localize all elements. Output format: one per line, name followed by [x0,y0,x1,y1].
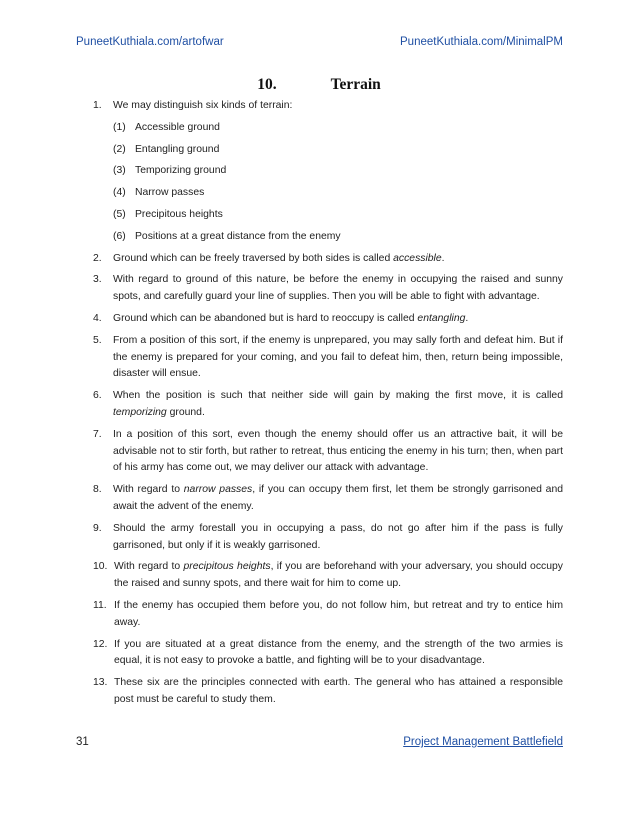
sub-text: Entangling ground [135,143,220,155]
list-number: 4. [93,312,102,324]
list-emphasis: precipitous heights [183,561,271,573]
list-text-end: , if you are beforehand with your adversary, you should occupy the raised and sunny spots, and there wait for him to come up. [114,561,563,590]
list-number: 2. [93,252,102,264]
list-text: With regard to [113,484,184,496]
list-number: 6. [93,390,102,402]
list-text-end: , if you can occupy them first, let them be strongly garrisoned and await the advent of the enemy. [113,484,563,512]
list-text-end: ground. [166,406,205,418]
list-item [93,559,563,593]
sub-list-item [113,163,563,180]
list-emphasis: accessible [393,252,442,264]
list-emphasis: temporizing [113,406,167,418]
sub-text: Positions at a great distance from the enemy [135,230,341,242]
sub-number: (1) [113,121,126,133]
list-item [93,637,563,671]
list-item [93,388,563,422]
chapter-number: 10. [257,76,277,93]
sub-text: Precipitous heights [135,208,223,220]
list-item [93,675,563,709]
list-text: If you are situated at a great distance from the enemy, and the strength of the two armies is equal, it is not easy to provoke a battle, and fighting will be to your disadvantage. [114,638,563,667]
list-number: 1. [93,100,102,111]
header-left-link[interactable]: PuneetKuthiala.com/artofwar [76,36,224,48]
list-number: 12. [93,638,108,650]
list-number: 9. [93,522,102,534]
list-item [93,427,563,477]
footer-link[interactable]: Project Management Battlefield [403,736,563,748]
list-item [93,598,563,632]
list-item [93,98,563,115]
page-number: 31 [76,736,89,748]
list-number: 13. [93,677,108,689]
list-item [93,521,563,555]
list-text: We may distinguish six kinds of terrain: [113,100,293,111]
chapter-title [0,76,638,94]
list-text: With regard to ground of this nature, be before the enemy in occupying the raised and sunny spots, and carefully guard your line of supplies. Then you will be able to fight with advantage. [113,274,563,303]
list-number: 10. [93,561,108,573]
list-number: 11. [93,599,107,611]
list-item [93,251,563,268]
sub-list-item [113,229,563,246]
list-text: Ground which can be freely traversed by both sides is called [113,252,394,264]
list-item [93,333,563,383]
sub-list-item [113,185,563,202]
list-text: These six are the principles connected with earth. The general who has attained a responsible post must be careful to study them. [114,677,563,705]
list-text: From a position of this sort, if the enemy is unprepared, you may sally forth and defeat him. But if the enemy is prepared for your coming, and you fail to defeat him, then, return being impossible, disaster will ensue. [113,334,563,380]
list-number: 7. [93,428,102,440]
sub-number: (5) [113,208,126,220]
list-text-end: . [465,312,469,324]
sub-number: (6) [113,230,126,242]
sub-number: (3) [113,165,126,177]
list-text: Should the army forestall you in occupying a pass, do not go after him if the pass is fully garrisoned, but only if it is weakly garrisoned. [113,522,563,551]
sub-list-item [113,142,563,159]
sub-text: Narrow passes [135,187,205,199]
sub-number: (2) [113,143,126,155]
list-item [93,482,563,516]
header-right-link[interactable]: PuneetKuthiala.com/MinimalPM [400,36,563,48]
list-number: 3. [93,274,102,286]
list-number: 8. [93,484,102,496]
list-text: If the enemy has occupied them before you, do not follow him, but retreat and try to entice him away. [114,599,563,628]
sub-number: (4) [113,187,126,199]
list-text: With regard to [114,561,184,573]
chapter-heading: Terrain [330,76,381,93]
list-text: In a position of this sort, even though the enemy should offer us an attractive bait, it will be advisable not to stir forth, but rather to retreat, thus enticing the enemy in his turn; then, when part of his army has come out, we may deliver our attack with advantage. [113,428,563,474]
sub-list-item [113,120,563,137]
list-item [93,311,563,328]
terrain-list [93,98,563,714]
list-item [93,272,563,306]
sub-text: Accessible ground [135,121,220,133]
list-emphasis: narrow passes [183,484,253,496]
sub-text: Temporizing ground [135,165,227,177]
list-emphasis: entangling [417,312,466,324]
list-text: When the position is such that neither side will gain by making the first move, it is called [113,390,563,402]
sub-list-item [113,207,563,224]
list-text: Ground which can be abandoned but is hard to reoccupy is called [113,312,418,324]
list-number: 5. [93,334,102,346]
list-text-end: . [441,252,445,264]
